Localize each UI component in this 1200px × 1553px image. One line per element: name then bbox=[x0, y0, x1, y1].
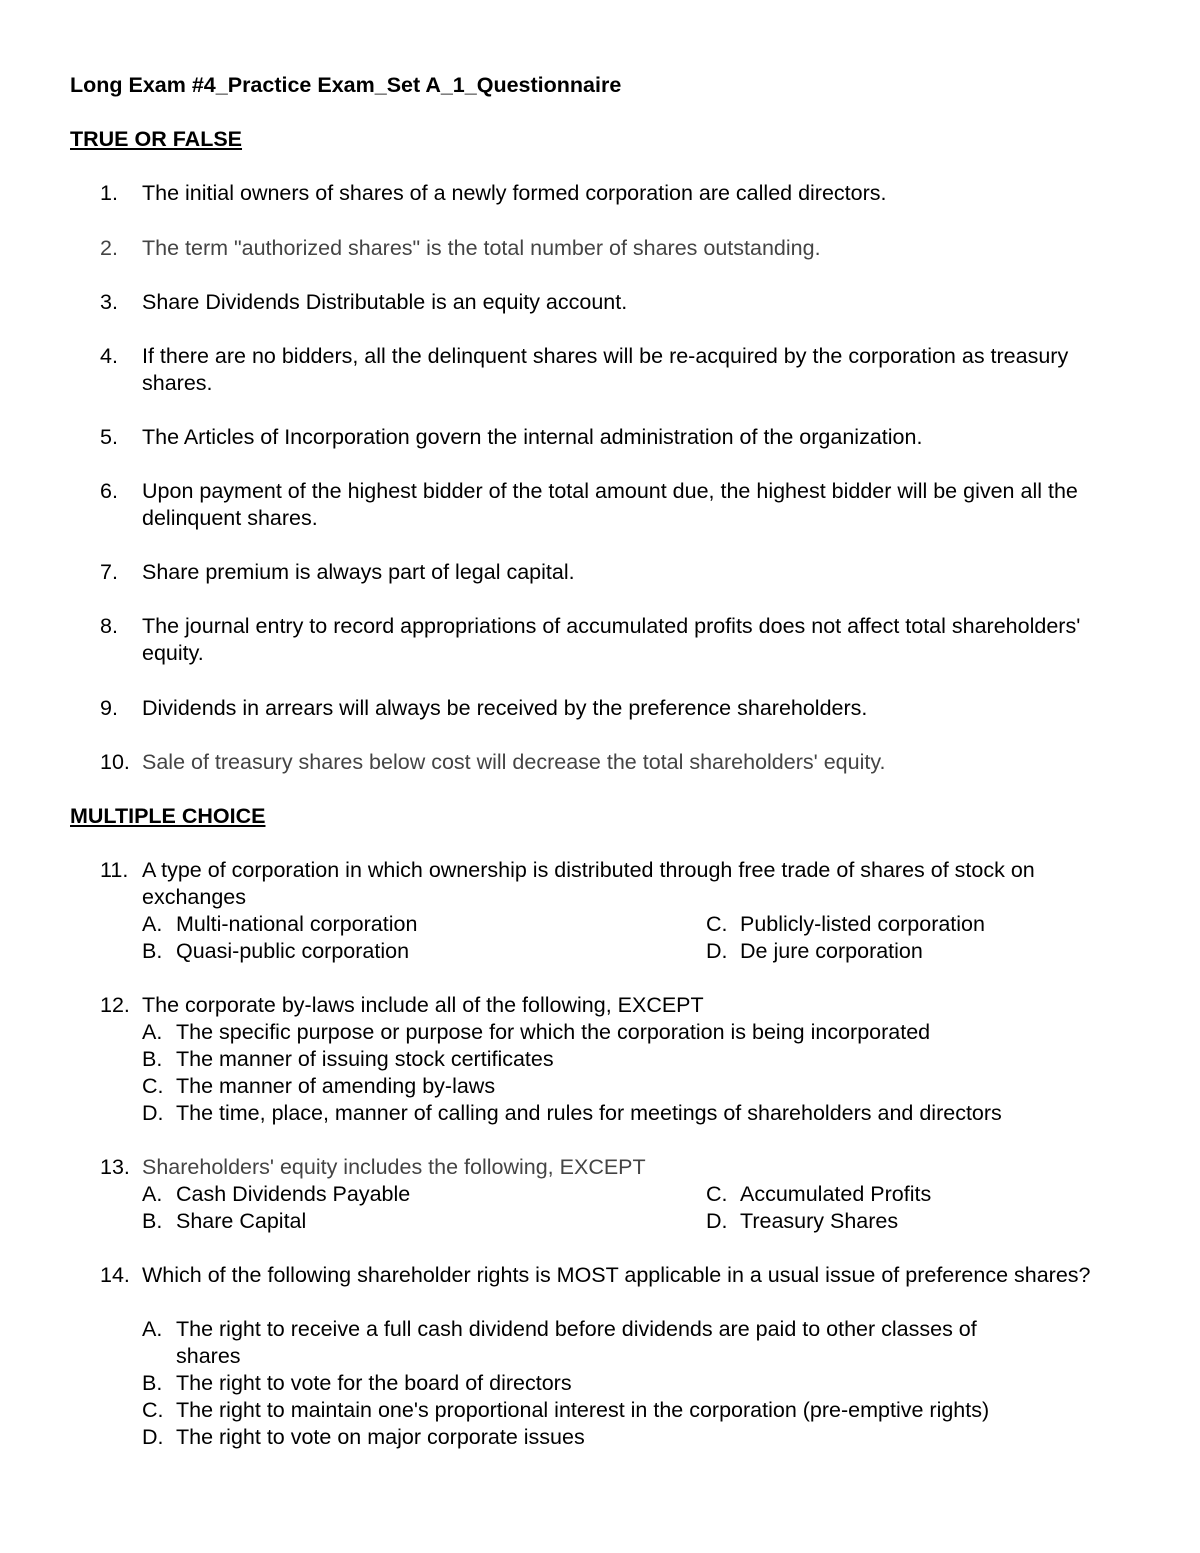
section-heading-true-or-false: TRUE OR FALSE bbox=[70, 127, 243, 151]
question-text: Upon payment of the highest bidder of the total amount due, the highest bidder will be given all the delinquent shares. bbox=[142, 479, 1078, 530]
question-text: The journal entry to record appropriations of accumulated profits does not affect total shareholders' equity. bbox=[142, 614, 1081, 665]
option-text: Accumulated Profits bbox=[740, 1182, 932, 1206]
option-letter: C. bbox=[142, 1398, 164, 1422]
question-number: 7. bbox=[100, 560, 118, 584]
option-text: The manner of amending by-laws bbox=[176, 1074, 496, 1098]
question-text: Share premium is always part of legal capital. bbox=[142, 560, 575, 584]
mc-question bbox=[100, 1262, 1140, 1289]
question-number: 9. bbox=[100, 696, 118, 720]
answer-option bbox=[142, 911, 417, 938]
answer-option bbox=[142, 1397, 989, 1424]
question-number: 6. bbox=[100, 479, 118, 503]
question-text: The corporate by-laws include all of the following, EXCEPT bbox=[142, 993, 704, 1017]
question-text: A type of corporation in which ownership is distributed through free trade of shares of stock on exchanges bbox=[142, 858, 1035, 909]
option-text: The right to vote for the board of directors bbox=[176, 1371, 572, 1395]
question-number: 1. bbox=[100, 181, 118, 205]
option-letter: B. bbox=[142, 1047, 163, 1071]
option-text: The time, place, manner of calling and rules for meetings of shareholders and directors bbox=[176, 1101, 1002, 1125]
answer-option bbox=[142, 1370, 572, 1397]
question-text: The term "authorized shares" is the total number of shares outstanding. bbox=[142, 236, 821, 260]
answer-option bbox=[706, 1208, 898, 1235]
option-text: Quasi-public corporation bbox=[176, 939, 410, 963]
mc-question bbox=[100, 857, 1140, 911]
option-letter: B. bbox=[142, 939, 163, 963]
option-letter: C. bbox=[706, 1182, 728, 1206]
answer-option bbox=[142, 1424, 585, 1451]
answer-option bbox=[706, 911, 985, 938]
question-number: 12. bbox=[100, 993, 130, 1017]
tf-question bbox=[100, 424, 1140, 451]
option-letter: C. bbox=[706, 912, 728, 936]
answer-option bbox=[142, 938, 409, 965]
option-text: De jure corporation bbox=[740, 939, 923, 963]
question-text: The initial owners of shares of a newly formed corporation are called directors. bbox=[142, 181, 887, 205]
question-number: 11. bbox=[100, 858, 129, 882]
question-text: Which of the following shareholder rights is MOST applicable in a usual issue of preference shares? bbox=[142, 1263, 1091, 1287]
answer-option bbox=[706, 938, 923, 965]
answer-option bbox=[142, 1181, 410, 1208]
option-letter: D. bbox=[706, 1209, 728, 1233]
question-text: Shareholders' equity includes the following, EXCEPT bbox=[142, 1155, 646, 1179]
question-number: 10. bbox=[100, 750, 130, 774]
option-letter: D. bbox=[142, 1425, 164, 1449]
question-number: 8. bbox=[100, 614, 118, 638]
tf-question bbox=[100, 695, 1140, 722]
section-heading-multiple-choice: MULTIPLE CHOICE bbox=[70, 804, 266, 828]
question-number: 13. bbox=[100, 1155, 130, 1179]
answer-option bbox=[142, 1208, 306, 1235]
option-text: The specific purpose or purpose for which the corporation is being incorporated bbox=[176, 1020, 931, 1044]
option-text: Cash Dividends Payable bbox=[176, 1182, 411, 1206]
question-text: Dividends in arrears will always be received by the preference shareholders. bbox=[142, 696, 868, 720]
option-text: The right to receive a full cash dividend before dividends are paid to other classes of shares bbox=[176, 1317, 977, 1368]
option-text: Share Capital bbox=[176, 1209, 307, 1233]
option-text: The right to maintain one's proportional interest in the corporation (pre-emptive rights) bbox=[176, 1398, 990, 1422]
option-letter: A. bbox=[142, 1020, 163, 1044]
option-text: Multi-national corporation bbox=[176, 912, 418, 936]
question-text: Sale of treasury shares below cost will decrease the total shareholders' equity. bbox=[142, 750, 886, 774]
option-letter: A. bbox=[142, 1182, 163, 1206]
answer-option bbox=[142, 1046, 554, 1073]
mc-question bbox=[100, 1154, 1140, 1181]
mc-question bbox=[100, 992, 1140, 1019]
option-text: Publicly-listed corporation bbox=[740, 912, 985, 936]
question-number: 4. bbox=[100, 344, 118, 368]
option-letter: B. bbox=[142, 1209, 163, 1233]
question-text: If there are no bidders, all the delinquent shares will be re-acquired by the corporation as treasury shares. bbox=[142, 344, 1069, 395]
question-number: 2. bbox=[100, 236, 118, 260]
question-text: The Articles of Incorporation govern the internal administration of the organization. bbox=[142, 425, 923, 449]
answer-option bbox=[142, 1019, 930, 1046]
option-letter: B. bbox=[142, 1371, 163, 1395]
tf-question bbox=[100, 749, 1140, 776]
answer-option bbox=[142, 1100, 1002, 1127]
option-text: The right to vote on major corporate issues bbox=[176, 1425, 585, 1449]
option-letter: D. bbox=[706, 939, 728, 963]
tf-question bbox=[100, 343, 1140, 397]
question-number: 3. bbox=[100, 290, 118, 314]
option-text: The manner of issuing stock certificates bbox=[176, 1047, 554, 1071]
option-letter: C. bbox=[142, 1074, 164, 1098]
question-text: Share Dividends Distributable is an equity account. bbox=[142, 290, 628, 314]
tf-question bbox=[100, 478, 1140, 532]
question-number: 14. bbox=[100, 1263, 130, 1287]
tf-question bbox=[100, 613, 1140, 667]
tf-question bbox=[100, 235, 1140, 262]
answer-option bbox=[142, 1073, 495, 1100]
answer-option bbox=[706, 1181, 931, 1208]
option-letter: A. bbox=[142, 1317, 163, 1341]
tf-question bbox=[100, 559, 1140, 586]
tf-question bbox=[100, 289, 1140, 316]
tf-question bbox=[100, 180, 1140, 207]
option-letter: D. bbox=[142, 1101, 164, 1125]
option-letter: A. bbox=[142, 912, 163, 936]
question-number: 5. bbox=[100, 425, 118, 449]
document-title: Long Exam #4_Practice Exam_Set A_1_Questionnaire bbox=[70, 73, 622, 97]
option-text: Treasury Shares bbox=[740, 1209, 899, 1233]
answer-option bbox=[142, 1316, 1042, 1370]
